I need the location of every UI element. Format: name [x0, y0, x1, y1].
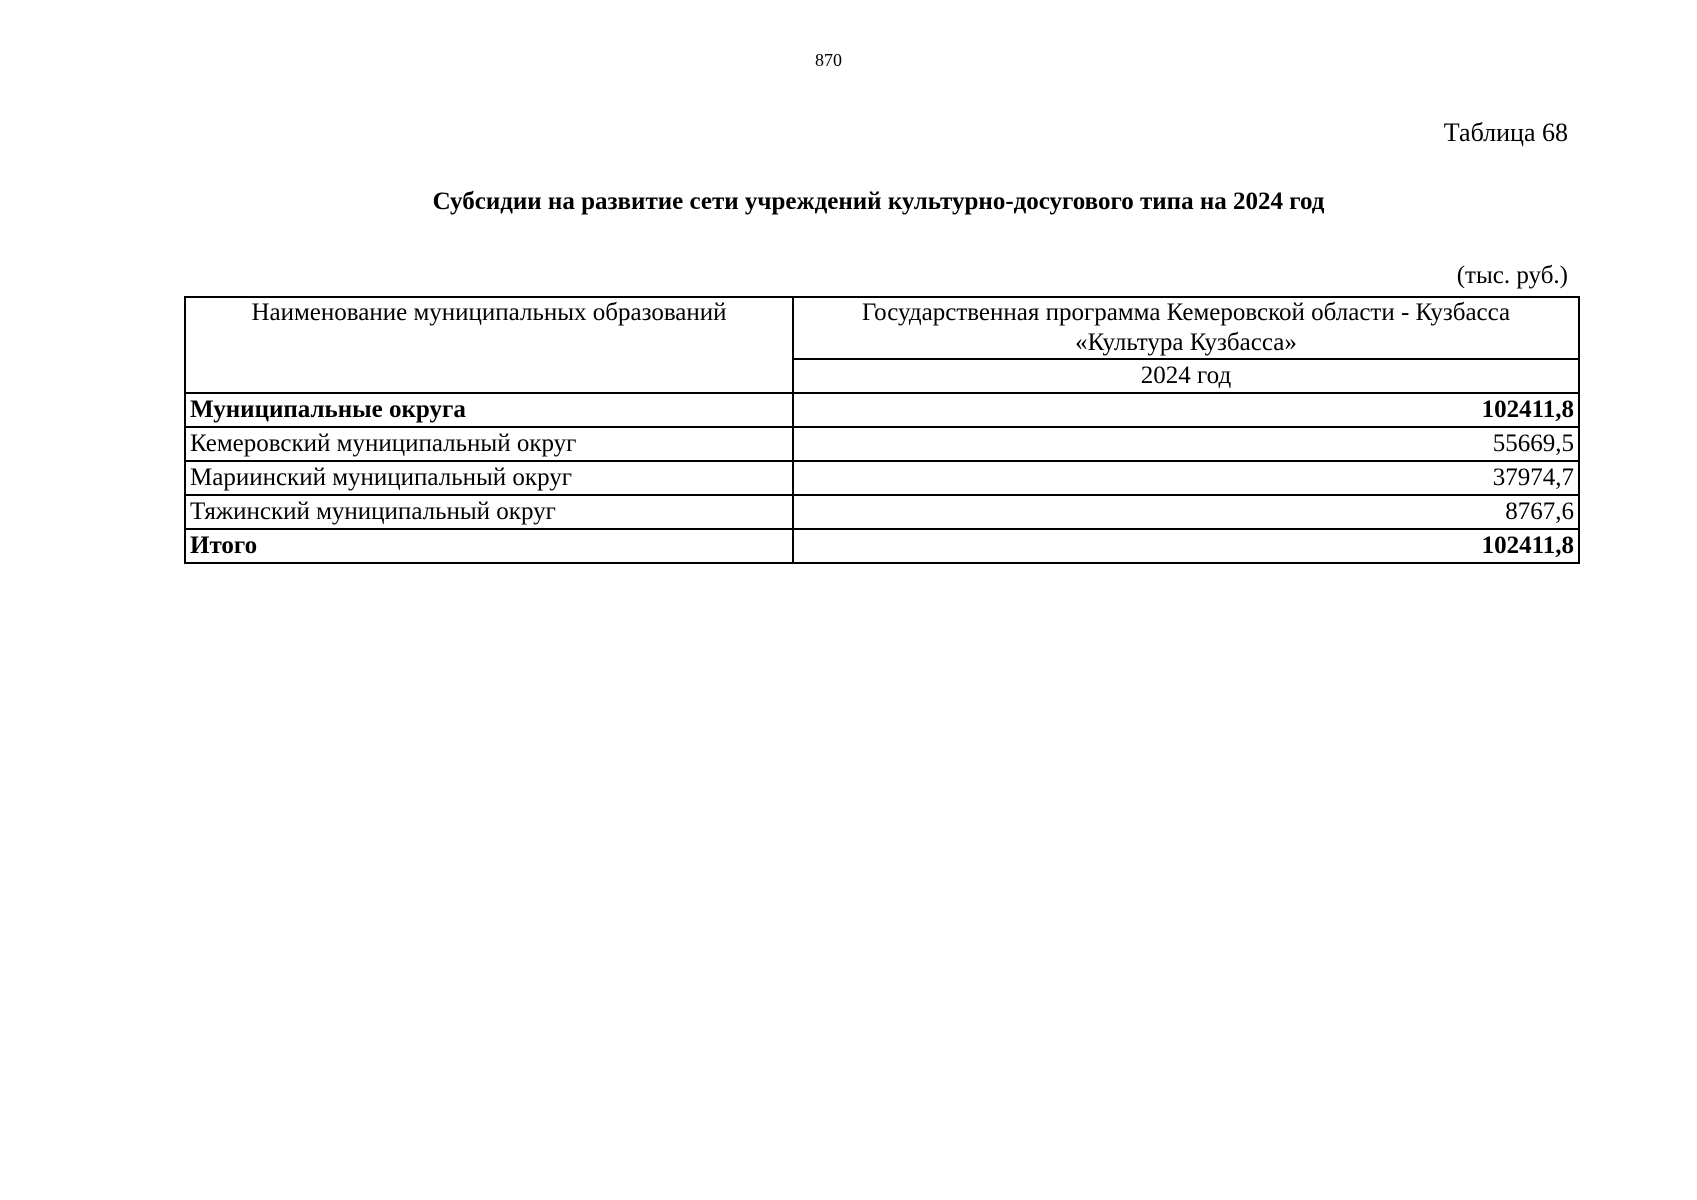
header-name-column: Наименование муниципальных образований	[185, 297, 793, 393]
subsidies-table	[184, 296, 1580, 564]
units-label: (тыс. руб.)	[1456, 262, 1568, 289]
document-title: Субсидии на развитие сети учреждений культурно-досугового типа на 2024 год	[432, 188, 1325, 215]
row-value: 102411,8	[793, 393, 1579, 427]
row-name: Итого	[185, 529, 793, 563]
row-value: 55669,5	[793, 427, 1579, 461]
table-row	[185, 393, 1579, 427]
row-value: 102411,8	[793, 529, 1579, 563]
table-row	[185, 495, 1579, 529]
row-name: Тяжинский муниципальный округ	[185, 495, 793, 529]
table-row	[185, 461, 1579, 495]
row-name: Муниципальные округа	[185, 393, 793, 427]
table-row-total	[185, 529, 1579, 563]
header-program-line1: Государственная программа Кемеровской области - Кузбасса	[861, 299, 1511, 326]
table-label: Таблица 68	[1443, 118, 1568, 147]
header-program-line2: «Культура Кузбасса»	[1075, 329, 1297, 356]
header-program-column	[793, 297, 1579, 359]
row-value: 8767,6	[793, 495, 1579, 529]
table-header-row	[185, 297, 1579, 359]
table-row	[185, 427, 1579, 461]
row-name: Кемеровский муниципальный округ	[185, 427, 793, 461]
page-number: 870	[815, 50, 842, 70]
row-value: 37974,7	[793, 461, 1579, 495]
row-name: Мариинский муниципальный округ	[185, 461, 793, 495]
header-year: 2024 год	[793, 359, 1579, 393]
